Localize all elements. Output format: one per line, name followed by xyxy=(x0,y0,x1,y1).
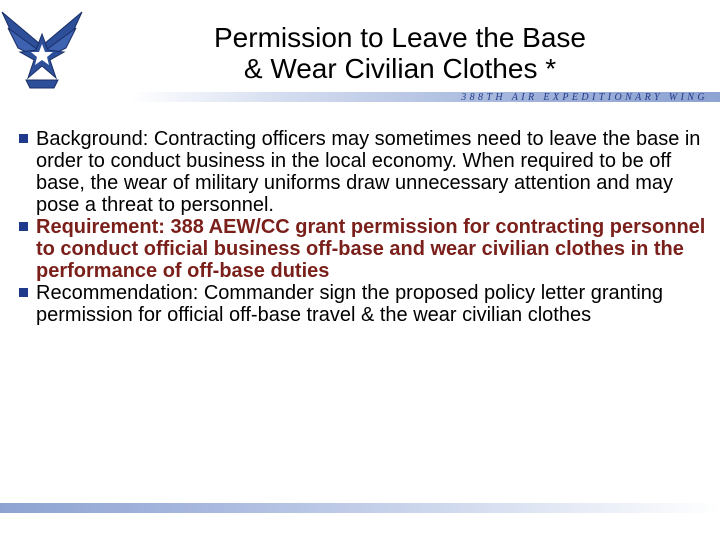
bullet-recommendation-text: Recommendation: Commander sign the proposed policy letter granting permission for official off-base travel & the wear civilian clothes xyxy=(36,282,664,326)
bullet-background xyxy=(16,128,706,216)
slide-title-line-2: & Wear Civilian Clothes * xyxy=(243,53,557,84)
square-bullet-icon xyxy=(19,288,28,297)
air-force-symbol-icon xyxy=(0,8,84,90)
square-bullet-icon xyxy=(19,222,28,231)
slide-title xyxy=(120,22,680,84)
square-bullet-icon xyxy=(19,134,28,143)
bullet-requirement-text: Requirement: 388 AEW/CC grant permission for contracting personnel to conduct official business off-base and wear civilian clothes in the performance of off-base duties xyxy=(36,216,706,282)
wing-label: 388TH AIR EXPEDITIONARY WING xyxy=(461,92,708,103)
bullet-background-text: Background: Contracting officers may sometimes need to leave the base in order to conduct business in the local economy. When required to be off base, the wear of military uniforms draw unnecessary attention and may pose a threat to personnel. xyxy=(36,128,701,216)
footer-divider-bar xyxy=(0,503,720,513)
slide-title-line-1: Permission to Leave the Base xyxy=(214,22,586,53)
bullet-recommendation xyxy=(16,282,706,326)
bullet-requirement xyxy=(16,216,706,282)
bullet-list xyxy=(16,128,706,326)
